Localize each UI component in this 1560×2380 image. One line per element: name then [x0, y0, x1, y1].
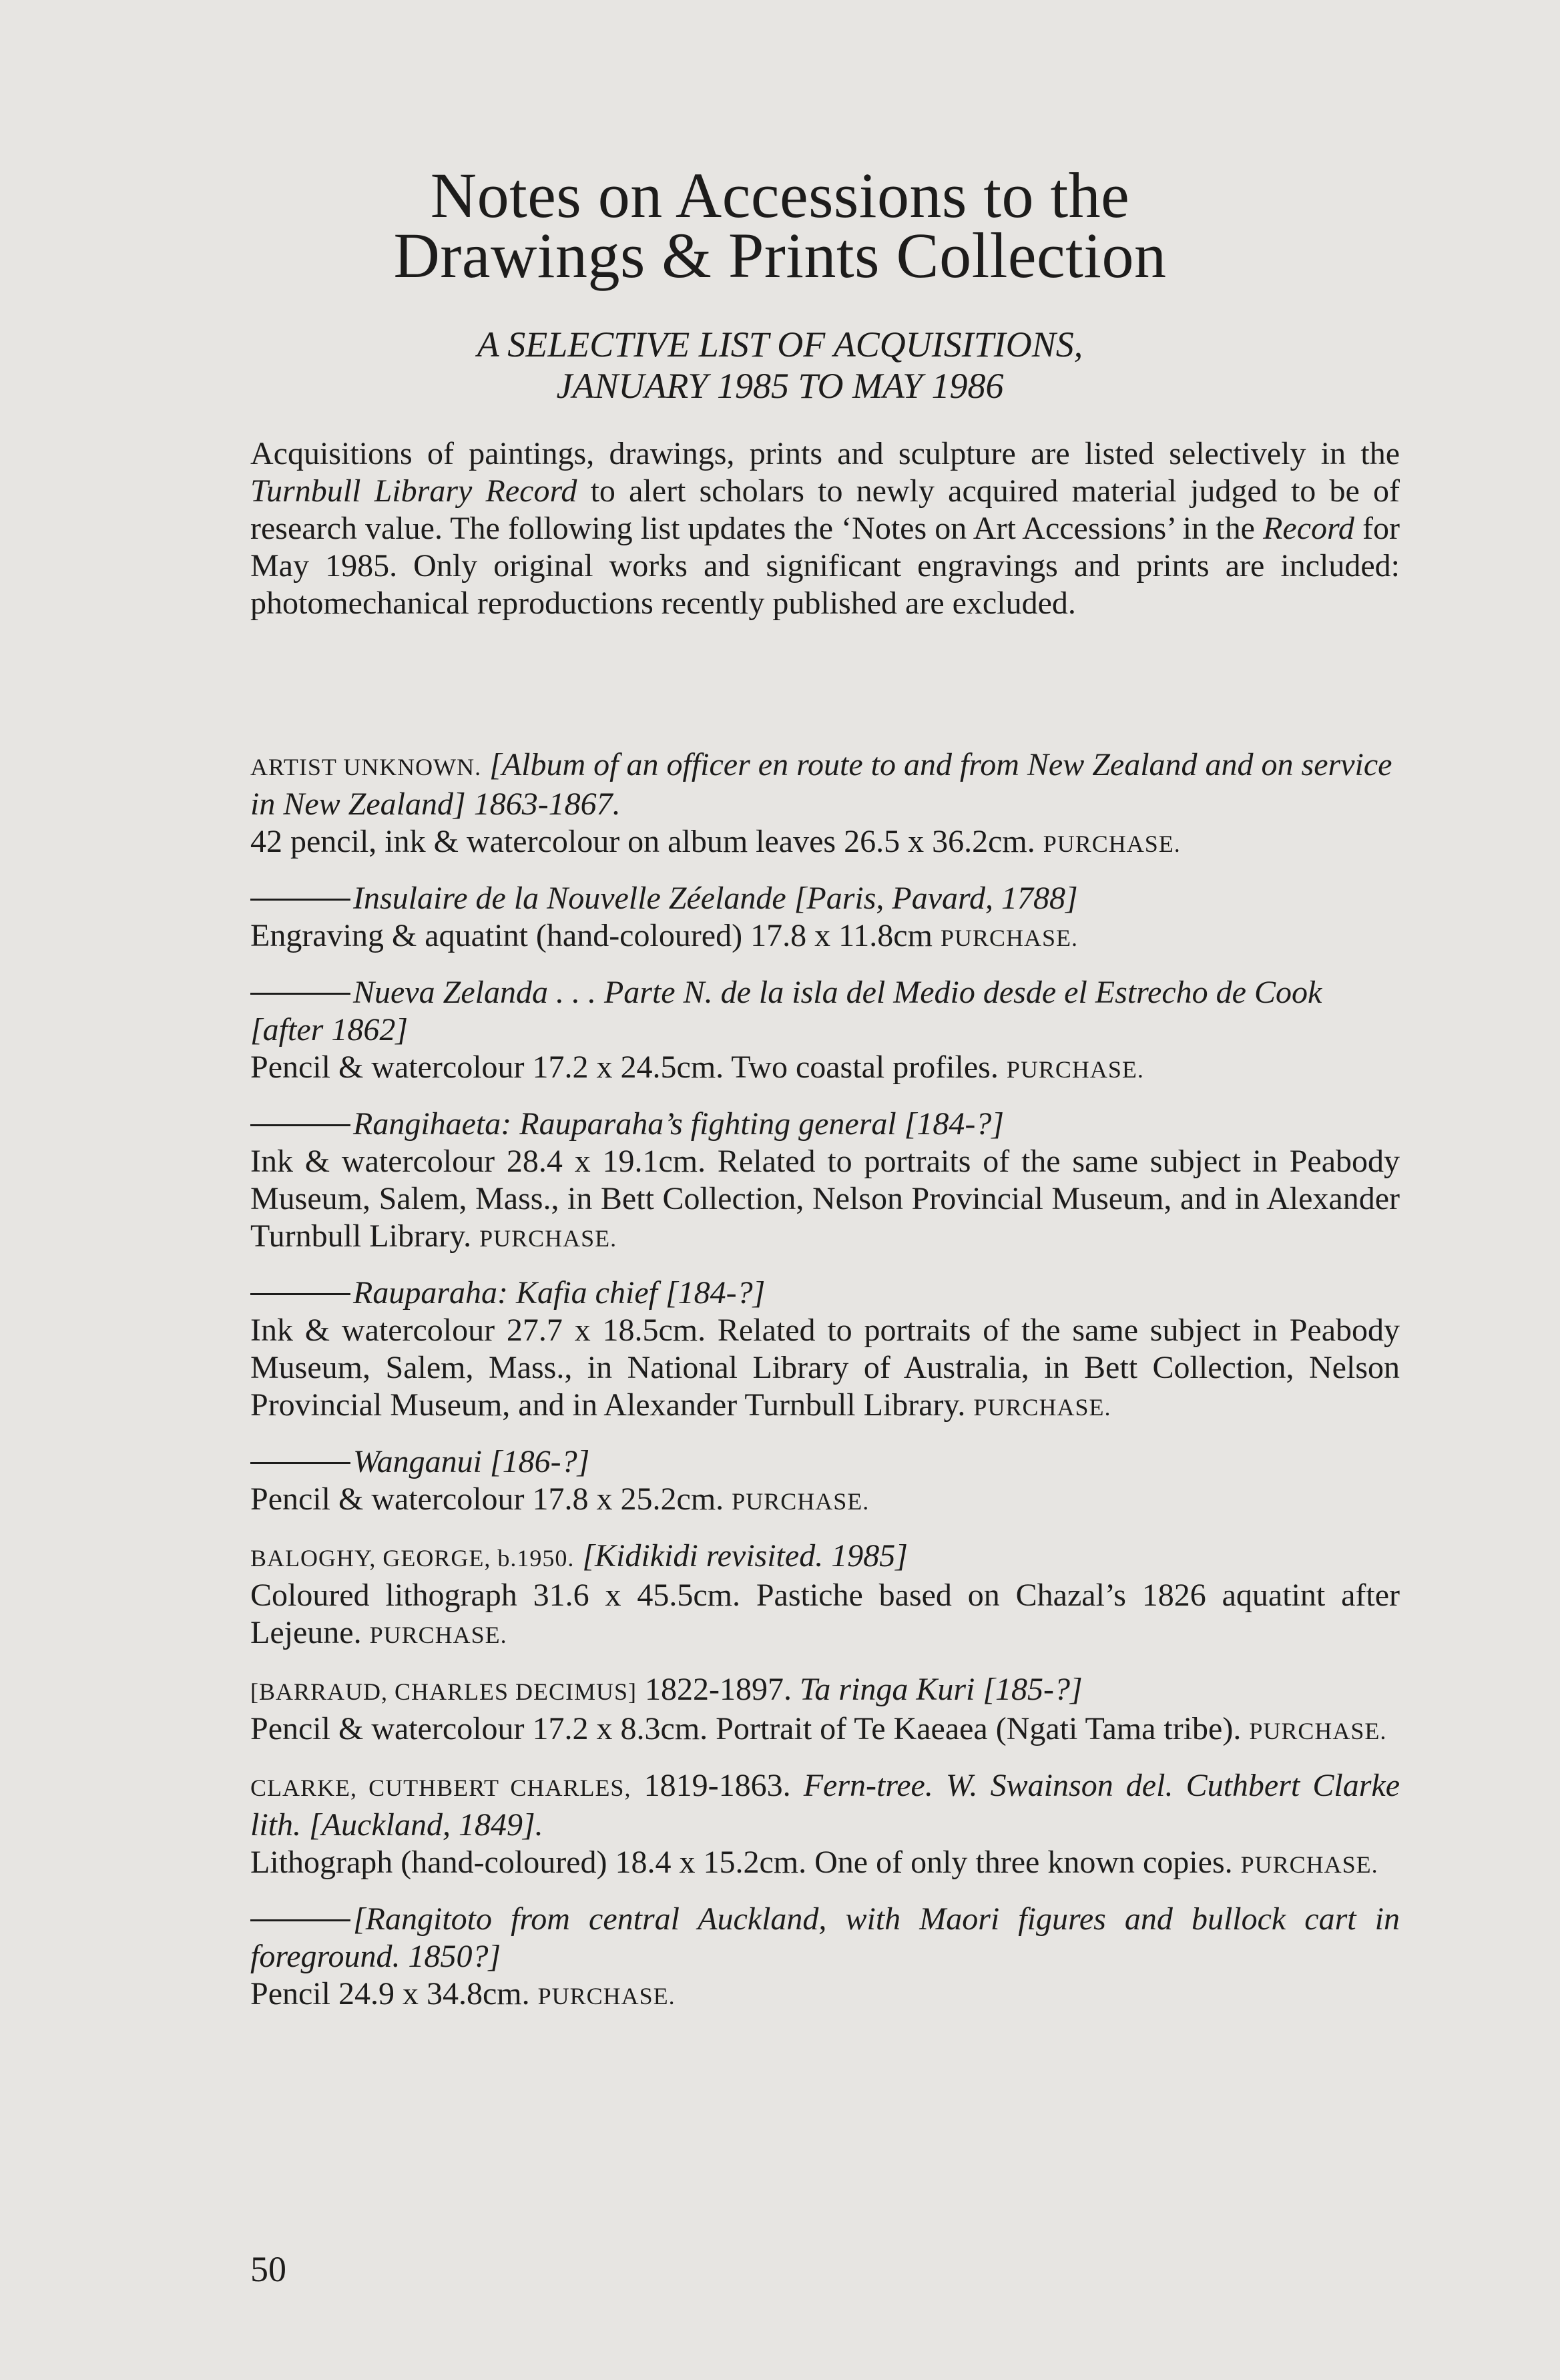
page-title-line-2: Drawings & Prints Collection [393, 220, 1167, 291]
ditto-dash [250, 1293, 350, 1295]
intro-paragraph [250, 435, 1400, 622]
entry-title: Wanganui [186-?] [353, 1444, 590, 1479]
entry-purchase: PURCHASE. [1240, 1851, 1378, 1878]
accession-entry [250, 974, 1400, 1088]
intro-text-3: for May 1985. Only original works and significant engravings and prints are included: photomechanical reproductions recently published are excluded. [250, 511, 1400, 621]
entry-title: Rauparaha: Kafia chief [184-?] [353, 1275, 766, 1311]
intro-record-short: Record [1263, 511, 1354, 546]
entry-title: Nueva Zelanda . . . Parte N. de la isla del Medio desde el Estrecho de Cook [after 1862] [250, 975, 1322, 1047]
entry-description: Engraving & aquatint (hand-coloured) 17.8 x 11.8cm [250, 918, 941, 953]
entry-title: Rangihaeta: Rauparaha’s fighting general [184-?] [353, 1106, 1005, 1142]
entry-description: Pencil & watercolour 17.8 x 25.2cm. [250, 1481, 732, 1517]
entry-purchase: PURCHASE. [1249, 1718, 1387, 1744]
accession-entry [250, 1106, 1400, 1257]
accession-entry [250, 1671, 1400, 1750]
entry-title: [Album of an officer en route to and from New Zealand and on service in New Zealand] 1863-1867. [250, 747, 1392, 822]
page-number: 50 [250, 2249, 286, 2289]
entry-title: Ta ringa Kuri [185-?] [800, 1672, 1083, 1707]
entry-artist: [BARRAUD, CHARLES DECIMUS] [250, 1678, 637, 1705]
ditto-dash [250, 1462, 350, 1464]
entry-purchase: PURCHASE. [1006, 1056, 1144, 1083]
ditto-dash [250, 899, 350, 901]
ditto-dash [250, 1124, 350, 1126]
ditto-dash [250, 1919, 350, 1921]
entry-purchase: PURCHASE. [1043, 830, 1181, 857]
entry-purchase: PURCHASE. [479, 1225, 617, 1252]
entry-description: Ink & watercolour 28.4 x 19.1cm. Related to portraits of the same subject in Peabody Museum, Salem, Mass., in Bett Collection, Nelson Provincial Museum, and in Alexander Turnbull Library. [250, 1144, 1400, 1254]
entry-title: Fern-tree. W. Swainson del. Cuthbert Clarke lith. [Auckland, 1849]. [250, 1768, 1400, 1843]
entry-purchase: PURCHASE. [973, 1394, 1111, 1421]
entry-description: Lithograph (hand-coloured) 18.4 x 15.2cm. One of only three known copies. [250, 1845, 1241, 1880]
entry-artist: ARTIST UNKNOWN. [250, 754, 482, 780]
subtitle-line-1: A SELECTIVE LIST OF ACQUISITIONS, [477, 324, 1083, 365]
ditto-dash [250, 993, 350, 995]
entry-description: Pencil 24.9 x 34.8cm. [250, 1976, 538, 2011]
intro-record-title: Turnbull Library Record [250, 473, 577, 509]
entry-purchase: PURCHASE. [369, 1622, 507, 1648]
accession-entry [250, 1537, 1400, 1654]
entry-purchase: PURCHASE. [732, 1488, 870, 1515]
entry-dates: 1819-1863. [631, 1768, 804, 1803]
entry-purchase: PURCHASE. [940, 925, 1079, 951]
intro-text-2: to alert scholars to newly acquired material judged to be of research value. The following list updates the ‘Notes on Art Accessions’ in the [250, 473, 1400, 546]
accession-list [250, 746, 1400, 2032]
accession-entry [250, 880, 1400, 957]
entry-artist: CLARKE, CUTHBERT CHARLES, [250, 1774, 631, 1801]
accession-entry [250, 1443, 1400, 1520]
accession-entry [250, 1767, 1400, 1883]
entry-description: Ink & watercolour 27.7 x 18.5cm. Related to portraits of the same subject in Peabody Museum, Salem, Mass., in National Library of Australia, in Bett Collection, Nelson Provincial Museum, and in Alexander Turnbull Library. [250, 1313, 1400, 1423]
accession-entry [250, 1274, 1400, 1426]
subtitle-line-2: JANUARY 1985 TO MAY 1986 [556, 366, 1004, 406]
entry-title: [Rangitoto from central Auckland, with Maori figures and bullock cart in foreground. 1850?] [250, 1901, 1400, 1974]
page-title-line-1: Notes on Accessions to the [430, 160, 1130, 231]
accession-entry [250, 1901, 1400, 2015]
entry-title: Insulaire de la Nouvelle Zéelande [Paris, Pavard, 1788] [353, 881, 1078, 916]
entry-description: Pencil & watercolour 17.2 x 8.3cm. Portrait of Te Kaeaea (Ngati Tama tribe). [250, 1711, 1250, 1746]
entry-artist: BALOGHY, GEORGE, b.1950. [250, 1545, 575, 1572]
entry-purchase: PURCHASE. [537, 1983, 676, 2009]
accession-entry [250, 746, 1400, 863]
entry-title: [Kidikidi revisited. 1985] [574, 1538, 908, 1574]
intro-text-1: Acquisitions of paintings, drawings, prints and sculpture are listed selectively in the [250, 436, 1400, 471]
entry-description: Coloured lithograph 31.6 x 45.5cm. Pastiche based on Chazal’s 1826 aquatint after Lejeune. [250, 1578, 1400, 1650]
entry-dates: 1822-1897. [637, 1672, 800, 1707]
entry-description: 42 pencil, ink & watercolour on album leaves 26.5 x 36.2cm. [250, 824, 1043, 859]
entry-description: Pencil & watercolour 17.2 x 24.5cm. Two coastal profiles. [250, 1049, 1007, 1085]
